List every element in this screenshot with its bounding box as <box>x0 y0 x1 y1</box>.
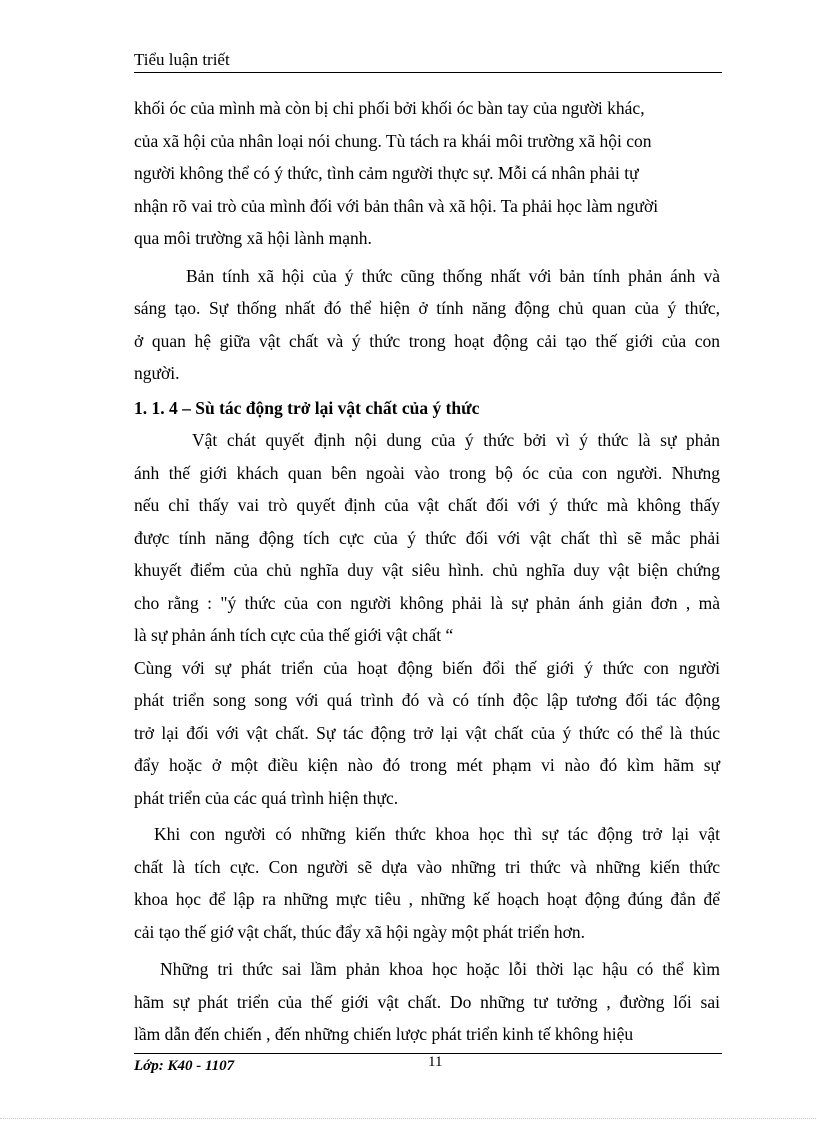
text-line: khuyết điểm của chủ nghĩa duy vật siêu hình. chủ nghĩa duy vật biện chứng <box>134 560 720 580</box>
paragraph <box>134 818 720 948</box>
text-line: đẩy hoặc ở một điều kiện nào đó trong mét phạm vi nào đó kìm hãm sự <box>134 755 720 775</box>
paragraph <box>134 953 720 1051</box>
text-line: nhận rõ vai trò của mình đối với bản thân và xã hội. Ta phải học làm người <box>134 195 659 216</box>
document-body <box>134 92 720 1051</box>
page-edge-divider <box>0 1118 816 1119</box>
text-line: cải tạo thế giớ vật chất, thúc đẩy xã hội ngày một phát triển hơn. <box>134 921 586 942</box>
text-line: Bản tính xã hội của ý thức cũng thống nhất với bản tính phản ánh và <box>186 265 720 286</box>
footer-class-label: Lớp: K40 - 1107 <box>134 1058 235 1074</box>
paragraph <box>134 92 720 255</box>
text-line: sáng tạo. Sự thống nhất đó thể hiện ở tính năng động chủ quan của ý thức, <box>134 298 720 318</box>
text-line: trở lại đối với vật chất. Sự tác động trở lại vật chất của ý thức có thể là thúc <box>134 722 720 743</box>
text-line: qua môi trường xã hội lành mạnh. <box>134 228 372 248</box>
text-line: Khi con người có những kiến thức khoa học thì sự tác động trở lại vật <box>154 824 720 844</box>
paragraph <box>134 652 720 815</box>
text-line: của xã hội của nhân loại nói chung. Tù tách ra khái môi trường xã hội con <box>134 130 652 151</box>
header-title: Tiểu luận triết <box>134 50 230 69</box>
text-line: lầm dẫn đến chiến , đến những chiến lược phát triển kinh tế không hiệu <box>134 1024 634 1044</box>
text-line: phát triển song song với quá trình đó và có tính độc lập tương đối tác động <box>134 690 720 710</box>
page-header <box>134 50 722 73</box>
text-line: người không thể có ý thức, tình cảm người thực sự. Mỗi cá nhân phải tự <box>134 163 639 183</box>
section-heading: 1. 1. 4 – Sù tác động trở lại vật chất của ý thức <box>134 397 480 418</box>
paragraph <box>134 424 720 652</box>
text-line: Cùng với sự phát triển của hoạt động biến đổi thế giới ý thức con người <box>134 657 720 678</box>
text-line: người. <box>134 363 180 383</box>
text-line: chất là tích cực. Con người sẽ dựa vào những tri thức và những kiến thức <box>134 856 720 877</box>
text-line: khối óc của mình mà còn bị chi phối bởi khối óc bàn tay của người khác, <box>134 98 645 118</box>
page-number: 11 <box>428 1054 443 1070</box>
text-line: ở quan hệ giữa vật chất và ý thức trong hoạt động cải tạo thế giới của con <box>134 330 720 351</box>
text-line: nếu chỉ thấy vai trò quyết định của vật chất đối với ý thức mà không thấy <box>134 495 720 515</box>
text-line: ánh thế giới khách quan bên ngoài vào trong bộ óc của con người. Nhưng <box>134 462 720 483</box>
paragraph <box>134 260 720 390</box>
text-line: cho rằng : "ý thức của con người không phải là sự phản ánh giản đơn , mà <box>134 592 720 613</box>
text-line: hãm sự phát triển của thế giới vật chất. Do những tư tưởng , đường lối sai <box>134 991 720 1012</box>
text-line: Vật chát quyết định nội dung của ý thức bởi vì ý thức là sự phản <box>192 430 720 450</box>
text-line: phát triển của các quá trình hiện thực. <box>134 787 399 808</box>
text-line: là sự phản ánh tích cực của thế giới vật chất “ <box>134 625 454 645</box>
text-line: được tính năng động tích cực của ý thức đối với vật chất thì sẽ mắc phải <box>134 527 720 548</box>
text-line: Những tri thức sai lầm phản khoa học hoặc lỗi thời lạc hậu có thể kìm <box>160 959 720 979</box>
text-line: khoa học để lập ra những mực tiêu , những kế hoạch hoạt động đúng đắn để <box>134 889 720 909</box>
